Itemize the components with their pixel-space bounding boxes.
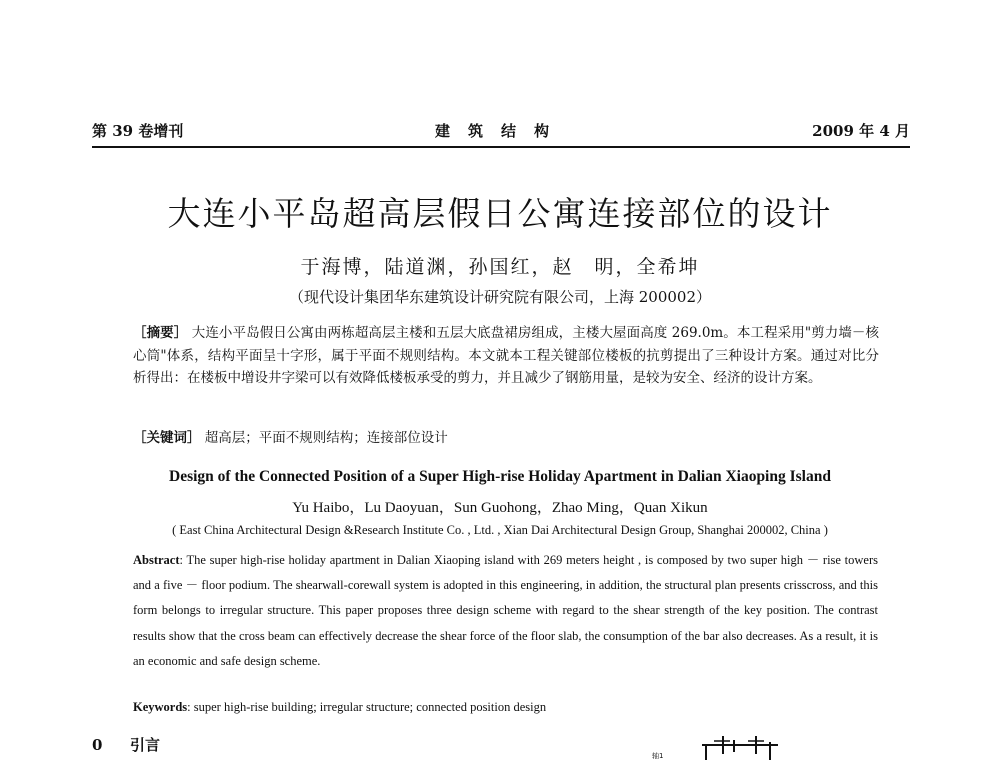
paper-title-cn: 大连小平岛超高层假日公寓连接部位的设计 [167,194,833,233]
abstract-cn [133,322,879,390]
abstract-en [133,548,878,674]
keywords-cn-label: ［关键词］ [133,430,201,446]
paper-title-en: Design of the Connected Position of a Super High-rise Holiday Apartment in Dalian Xiaoping Island [169,468,831,485]
section-heading [92,734,160,755]
affiliation-en: ( East China Architectural Design &Research Institute Co. , Ltd. , Xian Dai Architectural Design Group, Shanghai 200002, China ) [172,523,828,537]
keywords-en-text: : super high-rise building; irregular structure; connected position design [187,700,547,714]
abstract-en-text: : The super high-rise holiday apartment in Dalian Xiaoping island with 269 meters height , is composed by two super high － rise towers and a five － floor podium. The shearwall-corewall system is adopted in this engineering, in addition, the structural plan presents crisscross, and this form belongs to irregular structure. This paper proposes three design scheme with regard to the shear strength of the key position. The contrast results show that the cross beam can effectively decrease the shear force of the floor slab, the consumption of the bar also decreases. As a result, it is an economic and safe design scheme. [133,553,878,668]
keywords-en-label: Keywords [133,700,188,714]
keywords-cn [133,426,879,446]
abstract-en-label: Abstract [133,553,180,567]
issue-date: 2009 年 4 月 [812,122,910,140]
running-header [92,120,910,144]
keywords-en [133,700,546,715]
structural-figure-snippet [650,732,780,760]
affiliation-cn: （现代设计集团华东建筑设计研究院有限公司，上海 200002） [288,288,712,306]
authors-en: Yu Haibo，Lu Daoyuan，Sun Guohong，Zhao Ming，Quan Xikun [292,500,708,516]
abstract-cn-label: ［摘要］ [133,325,188,341]
section-number: 0 [92,736,103,754]
figure-column-lines [706,736,770,760]
section-title: 引言 [130,736,161,754]
journal-name: 建筑结构 [434,122,567,140]
figure-axis-label: 轴1 [652,752,664,760]
journal-volume: 第 39 卷增刊 [92,122,184,140]
authors-cn: 于海博，陆道渊，孙国红，赵 明，全希坤 [300,256,700,278]
keywords-cn-text: 超高层；平面不规则结构；连接部位设计 [204,430,448,446]
header-rule [92,146,910,148]
abstract-cn-text: 大连小平岛假日公寓由两栋超高层主楼和五层大底盘裙房组成，主楼大屋面高度 269.0m。本工程采用"剪力墙－核心筒"体系，结构平面呈十字形，属于平面不规则结构。本文就本工程关键部位楼板的抗剪提出了三种设计方案。通过对比分析得出：在楼板中增设井字梁可以有效降低楼板承受的剪力，并且减少了钢筋用量，是较为安全、经济的设计方案。 [133,325,880,386]
